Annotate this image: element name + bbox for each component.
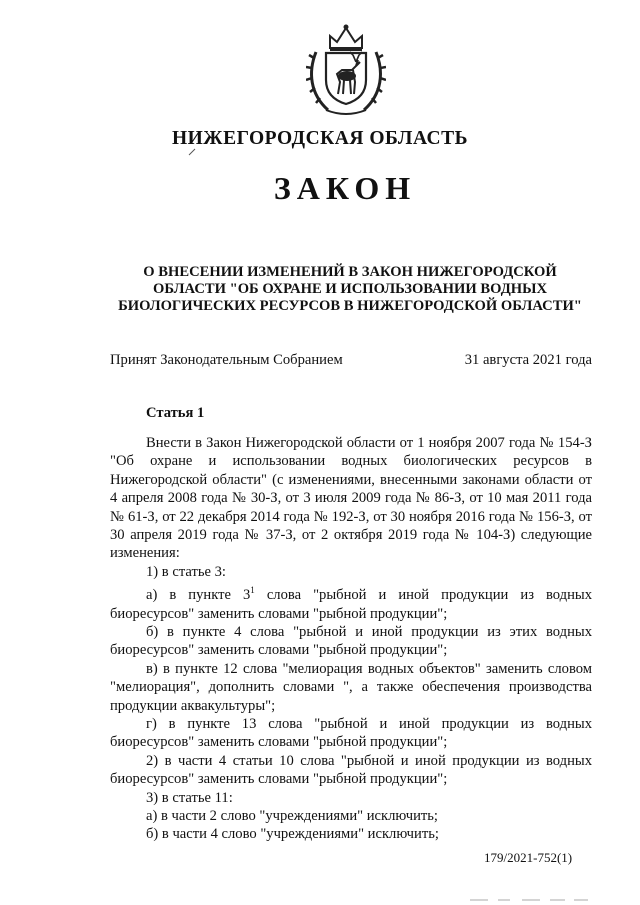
item-1d: г) в пункте 13 слова "рыбной и иной продукции из водных биоресурсов" заменить словами "рыбной продукции"; — [110, 715, 592, 751]
article-intro: Внести в Закон Нижегородской области от 1 ноября 2007 года № 154-З "Об охране и использовании водных биологических ресурсов в Нижегородской области" (с изменениями, внесенными законами области от 4 апреля 2008 года № 30-З, от 3 июля 2009 года № 86-З, от 10 мая 2011 года № 61-З, от 22 декабря 2014 года № 192-З, от 30 ноября 2016 года № 156-З, от 30 апреля 2019 года № 37-З, от 2 октября 2019 года № 104-З) следующие изменения: — [110, 435, 592, 562]
title-line-1: О ВНЕСЕНИИ ИЗМЕНЕНИЙ В ЗАКОН НИЖЕГОРОДСКОЙ — [143, 264, 557, 280]
item-1: 1) в статье 3: — [146, 563, 226, 580]
article-heading: Статья 1 — [146, 405, 205, 421]
item-1a-start: а) в пункте 3 — [146, 587, 251, 604]
page-code: 179/2021-752(1) — [484, 850, 573, 865]
item-3b: б) в части 4 слово "учреждениями" исключить; — [146, 826, 439, 843]
law-title — [90, 264, 610, 315]
scan-marks — [470, 897, 590, 903]
item-3a: а) в части 2 слово "учреждениями" исключить; — [146, 807, 438, 824]
article-body — [110, 434, 592, 844]
adopted-by: Принят Законодательным Собранием — [110, 352, 343, 368]
adoption-date: 31 августа 2021 года — [464, 352, 592, 368]
item-1a-superscript: 1 — [250, 585, 255, 596]
item-1a — [110, 581, 592, 623]
item-1b: б) в пункте 4 слова "рыбной и иной продукции из этих водных биоресурсов" заменить словами "рыбной продукции"; — [110, 623, 592, 659]
coat-of-arms-icon — [306, 22, 386, 118]
title-line-3: БИОЛОГИЧЕСКИХ РЕСУРСОВ В НИЖЕГОРОДСКОЙ ОБЛАСТИ" — [118, 298, 582, 314]
document-type: ЗАКОН — [273, 170, 417, 206]
item-2: 2) в части 4 статьи 10 слова "рыбной и иной продукции из водных биоресурсов" заменить словами "рыбной продукции"; — [110, 752, 592, 788]
item-1c: в) в пункте 12 слова "мелиорация водных объектов" заменить словом "мелиорация", дополнить словами ", а также обеспечения производства продукции аквакультуры"; — [110, 660, 592, 714]
item-1a-rest: слова "рыбной и иной продукции из водных биоресурсов" заменить словами "рыбной продукции"; — [110, 587, 593, 622]
scan-tick-mark — [188, 148, 196, 156]
region-name: НИЖЕГОРОДСКАЯ ОБЛАСТЬ — [171, 128, 469, 149]
item-3: 3) в статье 11: — [146, 789, 233, 806]
adoption-row — [110, 352, 592, 369]
title-line-2: ОБЛАСТИ "ОБ ОХРАНЕ И ИСПОЛЬЗОВАНИИ ВОДНЫХ — [153, 281, 547, 297]
